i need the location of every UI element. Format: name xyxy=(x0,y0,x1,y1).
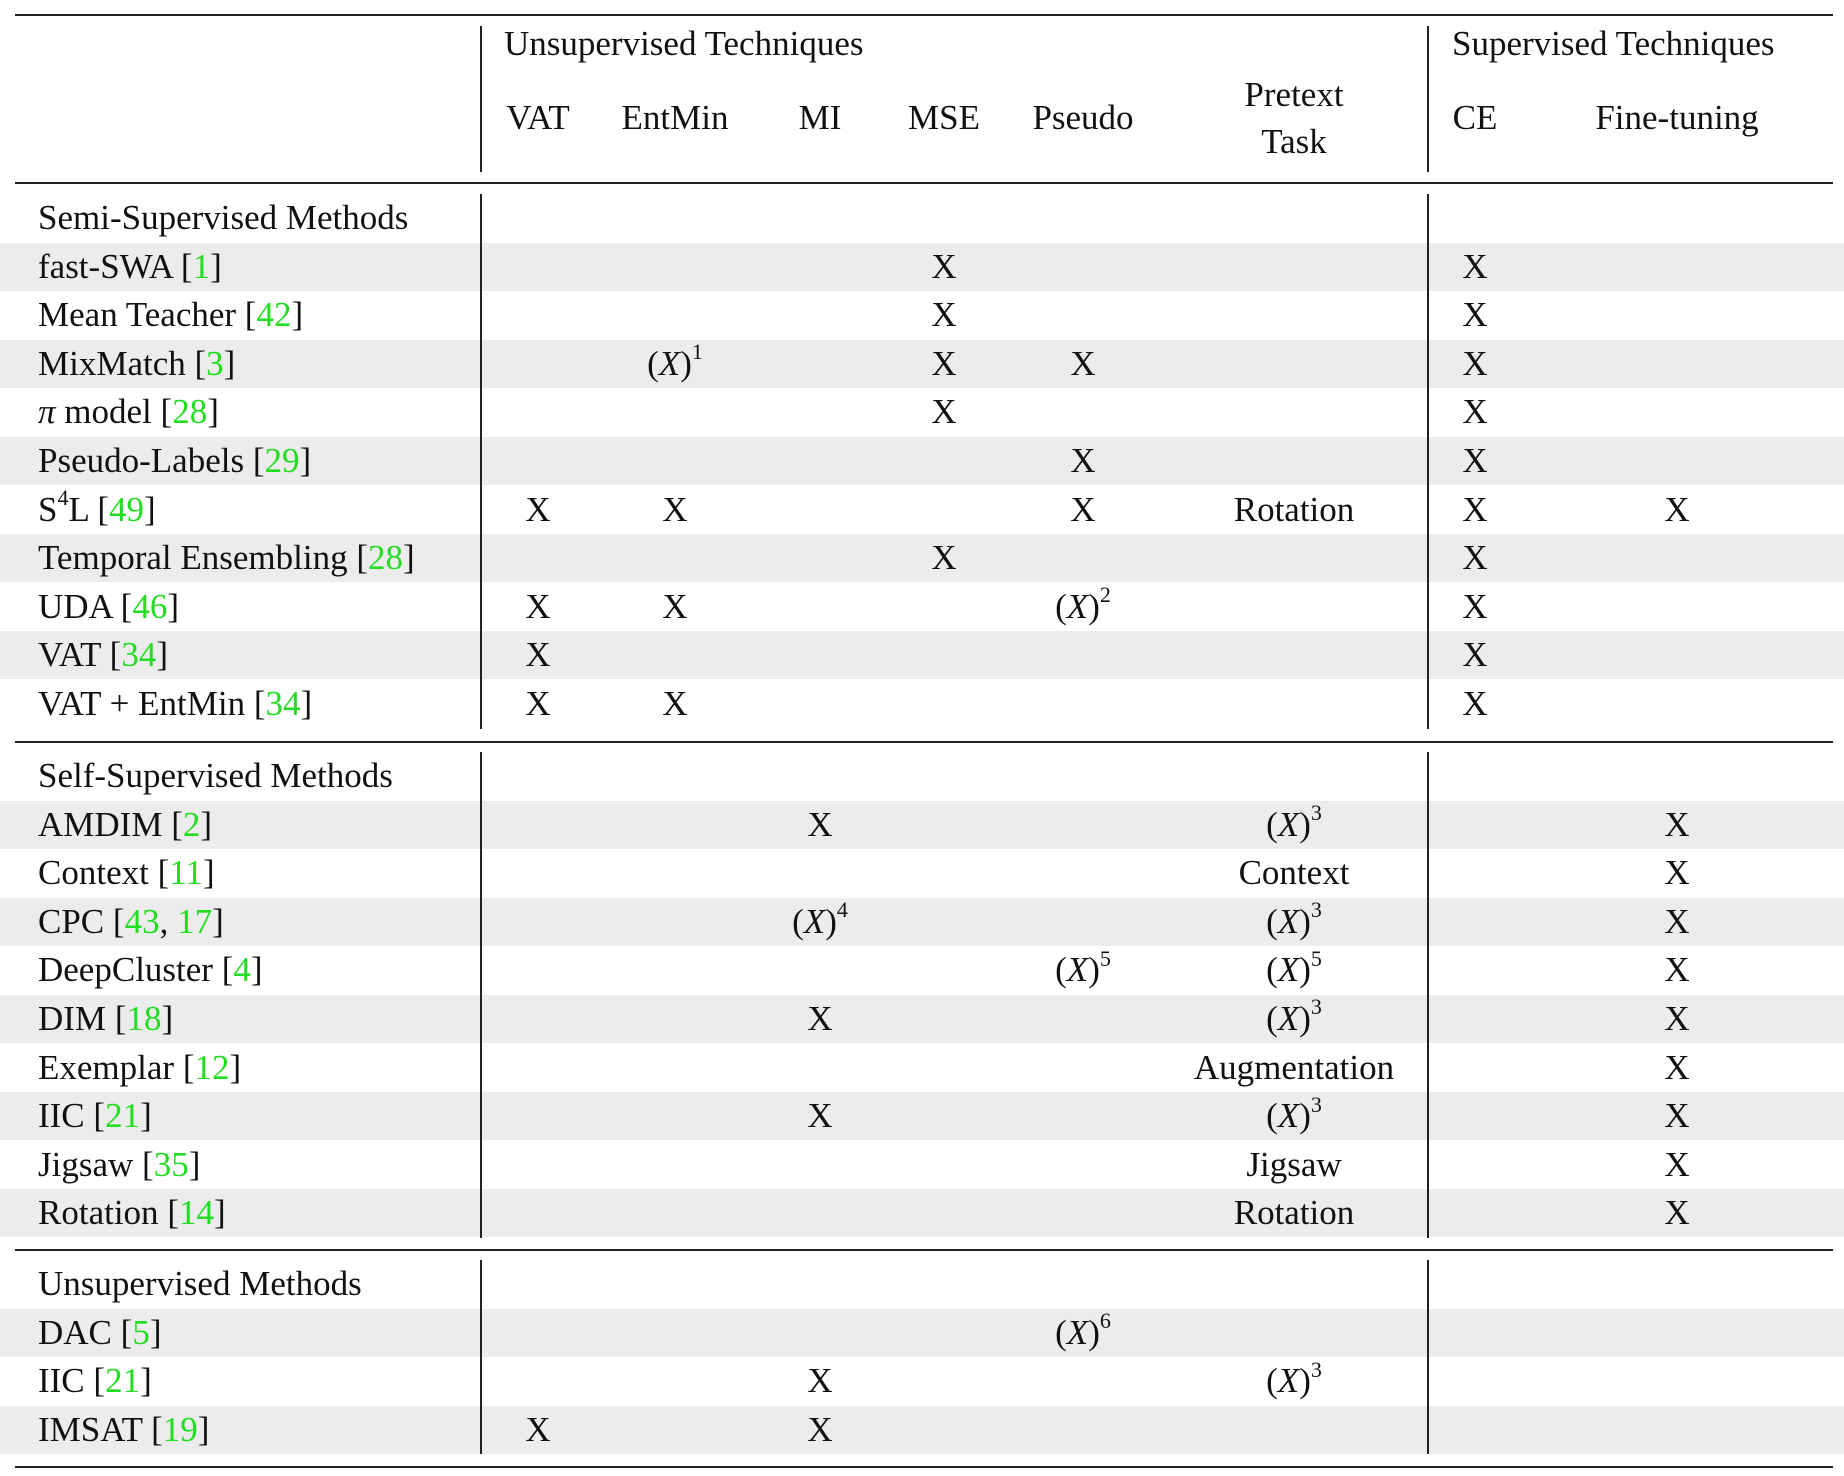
technique-cell: X xyxy=(1462,684,1488,723)
method-name: Context [11] xyxy=(38,853,215,893)
technique-cell: X xyxy=(807,1096,833,1136)
table-row xyxy=(0,995,1844,1043)
citation-link[interactable]: 17 xyxy=(177,901,213,941)
technique-cell: Rotation xyxy=(1233,1193,1355,1233)
table-row xyxy=(0,340,1844,388)
method-name: MixMatch [3] xyxy=(38,343,236,383)
table-row xyxy=(0,486,1844,534)
table-row xyxy=(0,534,1844,582)
section-divider-right xyxy=(1427,1260,1429,1454)
table-row xyxy=(0,437,1844,485)
method-name: Temporal Ensembling [28] xyxy=(38,538,415,578)
method-name: DeepCluster [4] xyxy=(38,950,263,990)
header-col-pretext-line1: Pretext xyxy=(1244,75,1344,114)
citation-link[interactable]: 28 xyxy=(367,538,403,578)
section-divider-right xyxy=(1427,194,1429,729)
header-supervised-group: Supervised Techniques xyxy=(1452,24,1775,63)
table-row xyxy=(0,1044,1844,1092)
technique-cell: X xyxy=(1462,343,1488,383)
technique-cell: X xyxy=(931,538,957,578)
table-row xyxy=(0,680,1844,728)
citation-link[interactable]: 14 xyxy=(178,1193,214,1233)
header-divider-right xyxy=(1427,26,1429,172)
technique-cell: X xyxy=(807,1361,833,1401)
citation-link[interactable]: 21 xyxy=(105,1096,141,1136)
technique-cell: $(X)^5$ xyxy=(1266,945,1322,990)
header-col-fine-tuning: Fine-tuning xyxy=(1595,98,1759,137)
table-row xyxy=(0,243,1844,291)
technique-cell: X xyxy=(1462,246,1488,286)
method-name: VAT + EntMin [34] xyxy=(38,684,313,723)
citation-link[interactable]: 12 xyxy=(194,1047,230,1087)
section-title-row xyxy=(0,194,1844,242)
table-row xyxy=(0,1189,1844,1237)
technique-cell: X xyxy=(1664,489,1690,529)
technique-cell: X xyxy=(1664,999,1690,1038)
header-col-entmin: EntMin xyxy=(621,98,729,137)
method-name: Pseudo-Labels [29] xyxy=(38,441,312,480)
technique-cell: X xyxy=(662,684,688,723)
method-name: IIC [21] xyxy=(38,1361,152,1401)
citation-link[interactable]: 29 xyxy=(264,441,300,480)
section-divider-left xyxy=(480,752,482,1238)
method-name: Mean Teacher [42] xyxy=(38,295,304,335)
technique-cell: Rotation xyxy=(1233,489,1355,529)
table-row xyxy=(0,946,1844,994)
technique-cell: X xyxy=(931,246,957,286)
technique-cell: $(X)^3$ xyxy=(1266,799,1322,844)
citation-link[interactable]: 35 xyxy=(153,1144,189,1184)
technique-cell: X xyxy=(1664,901,1690,941)
header-col-mi: MI xyxy=(798,98,842,137)
technique-cell: X xyxy=(1664,1144,1690,1184)
method-name: IIC [21] xyxy=(38,1096,152,1136)
method-name: CPC [43, 17] xyxy=(38,901,224,941)
header-col-pseudo: Pseudo xyxy=(1032,98,1134,137)
technique-cell: X xyxy=(931,295,957,335)
table-row xyxy=(0,1406,1844,1454)
technique-cell: X xyxy=(1664,1096,1690,1136)
citation-link[interactable]: 2 xyxy=(182,804,201,844)
technique-cell: $(X)^1$ xyxy=(647,339,703,383)
technique-cell: X xyxy=(1664,804,1690,844)
table-row xyxy=(0,291,1844,339)
technique-cell: X xyxy=(662,586,688,626)
technique-cell: X xyxy=(1070,343,1096,383)
citation-link[interactable]: 5 xyxy=(132,1312,150,1352)
table-row xyxy=(0,1092,1844,1140)
technique-cell: Jigsaw xyxy=(1246,1144,1342,1184)
technique-cell: X xyxy=(1664,853,1690,893)
table-row xyxy=(0,1357,1844,1405)
technique-cell: $(X)^3$ xyxy=(1266,1091,1322,1136)
method-name: DAC [5] xyxy=(38,1312,162,1352)
section-title: Semi-Supervised Methods xyxy=(38,198,409,237)
technique-cell: X xyxy=(1462,392,1488,432)
section-divider-right xyxy=(1427,752,1429,1238)
table-row xyxy=(0,1309,1844,1357)
technique-cell: $(X)^3$ xyxy=(1266,1356,1322,1401)
table-row xyxy=(0,583,1844,631)
header-col-mse: MSE xyxy=(908,98,980,137)
citation-link[interactable]: 34 xyxy=(121,635,157,675)
citation-link[interactable]: 42 xyxy=(256,295,292,335)
technique-cell: X xyxy=(807,1409,833,1449)
header-col-vat: VAT xyxy=(506,98,570,137)
section-title: Self-Supervised Methods xyxy=(38,756,393,795)
table-row xyxy=(0,1141,1844,1189)
bottom-rule xyxy=(15,1466,1833,1468)
header-col-pretext-line2: Task xyxy=(1261,122,1327,161)
citation-link[interactable]: 21 xyxy=(105,1361,141,1401)
citation-link[interactable]: 43 xyxy=(124,901,160,941)
technique-cell: X xyxy=(931,392,957,432)
technique-cell: X xyxy=(525,635,551,675)
top-rule xyxy=(15,14,1833,16)
method-name: Exemplar [12] xyxy=(38,1047,242,1087)
technique-cell: X xyxy=(1664,950,1690,990)
method-name: DIM [18] xyxy=(38,999,174,1038)
method-name: UDA [46] xyxy=(38,586,179,626)
section-divider-left xyxy=(480,194,482,729)
table-row xyxy=(0,849,1844,897)
section-title-row xyxy=(0,752,1844,800)
table-row xyxy=(0,801,1844,849)
method-name: Rotation [14] xyxy=(38,1193,226,1233)
method-name: IMSAT [19] xyxy=(38,1409,210,1449)
citation-link[interactable]: 19 xyxy=(162,1409,198,1449)
citation-link[interactable]: 3 xyxy=(206,343,224,383)
technique-cell: Augmentation xyxy=(1193,1047,1395,1087)
technique-cell: X xyxy=(807,999,833,1038)
method-name: fast-SWA [1] xyxy=(38,246,222,286)
technique-cell: $(X)^6$ xyxy=(1055,1307,1111,1352)
citation-link[interactable]: 28 xyxy=(172,392,208,432)
technique-cell: X xyxy=(525,586,551,626)
table-row xyxy=(0,388,1844,436)
technique-cell: X xyxy=(662,489,688,529)
technique-cell: X xyxy=(807,804,833,844)
method-name: AMDIM [2] xyxy=(38,804,213,844)
technique-cell: X xyxy=(1462,295,1488,335)
method-name: Jigsaw [35] xyxy=(38,1144,201,1184)
technique-cell: X xyxy=(1462,489,1488,529)
table-row xyxy=(0,631,1844,679)
technique-cell: Context xyxy=(1238,853,1350,893)
citation-link[interactable]: 49 xyxy=(108,489,144,529)
technique-cell: X xyxy=(1070,489,1096,529)
table-row xyxy=(0,898,1844,946)
header-unsupervised-group: Unsupervised Techniques xyxy=(504,24,864,63)
citation-link[interactable]: 46 xyxy=(132,586,168,626)
technique-cell: X xyxy=(1664,1193,1690,1233)
section-rule xyxy=(15,741,1833,743)
citation-link[interactable]: 11 xyxy=(169,853,203,893)
technique-cell: X xyxy=(525,489,551,529)
method-name: π model [28] xyxy=(38,392,219,432)
method-name: $S^4L$ [49] xyxy=(38,484,156,529)
section-divider-left xyxy=(480,1260,482,1454)
citation-link[interactable]: 4 xyxy=(233,950,251,990)
technique-cell: X xyxy=(1462,538,1488,578)
method-name: VAT [34] xyxy=(38,635,168,675)
citation-link[interactable]: 34 xyxy=(265,684,301,723)
section-rule xyxy=(15,182,1833,184)
technique-cell: X xyxy=(1462,635,1488,675)
technique-cell: $(X)^2$ xyxy=(1055,582,1111,626)
section-title: Unsupervised Methods xyxy=(38,1264,362,1303)
header-col-ce: CE xyxy=(1452,98,1498,137)
header-divider-left xyxy=(480,26,482,172)
citation-link[interactable]: 1 xyxy=(192,246,211,286)
technique-cell: X xyxy=(1070,441,1096,480)
section-rule xyxy=(15,1249,1833,1251)
technique-cell: X xyxy=(931,343,957,383)
technique-cell: $(X)^3$ xyxy=(1266,897,1322,941)
technique-cell: X xyxy=(1664,1047,1690,1087)
citation-link[interactable]: 18 xyxy=(126,999,162,1038)
technique-cell: $(X)^4$ xyxy=(792,897,848,941)
technique-cell: X xyxy=(1462,441,1488,480)
technique-cell: $(X)^3$ xyxy=(1266,994,1322,1038)
technique-cell: $(X)^5$ xyxy=(1055,945,1111,990)
section-title-row xyxy=(0,1260,1844,1308)
technique-cell: X xyxy=(525,1409,551,1449)
technique-cell: X xyxy=(1462,586,1488,626)
technique-cell: X xyxy=(525,684,551,723)
